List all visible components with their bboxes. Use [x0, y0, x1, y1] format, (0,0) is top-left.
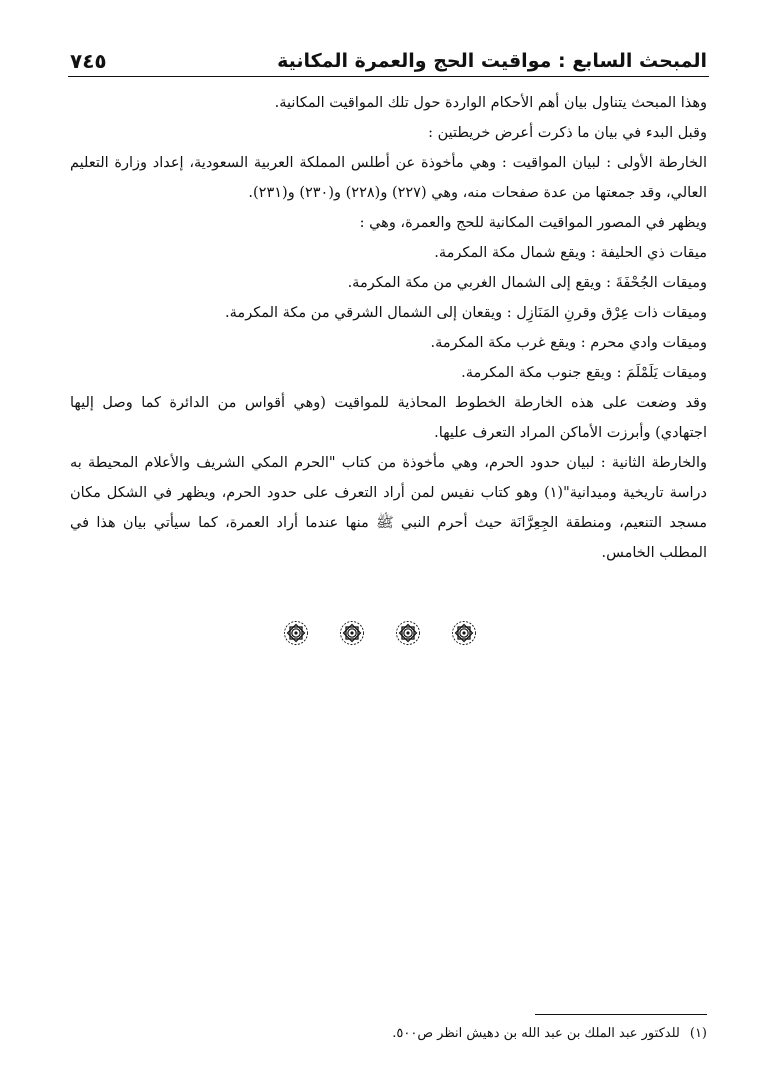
- paragraph-miqat-dhul-hulayfah: ميقات ذي الحليفة : ويقع شمال مكة المكرمة.: [434, 245, 707, 261]
- paragraph-first-map: الخارطة الأولى : لبيان المواقيت : وهي مأخوذة عن أطلس المملكة العربية السعودية، إعداد وزارة التعليم العالي، وقد جمعتها من عدة صفحات منه، وهي (٢٢٧) و(٢٢٨) و(٢٣٠) و(٢٣١).: [70, 155, 707, 201]
- chapter-title: المبحث السابع : مواقيت الحج والعمرة المكانية: [277, 50, 707, 72]
- paragraph-maps-intro: وقبل البدء في بيان ما ذكرت أعرض خريطتين :: [428, 125, 707, 141]
- octagonal-flower-ornament-icon: [395, 620, 421, 646]
- footnote-divider: [535, 1014, 707, 1015]
- paragraph-miqat-juhfah: وميقات الجُحْفَةَ : ويقع إلى الشمال الغربي من مكة المكرمة.: [347, 275, 707, 291]
- page-number: ٧٤٥: [70, 49, 107, 73]
- octagonal-flower-ornament-icon: [339, 620, 365, 646]
- footnote-marker: (١): [689, 1026, 707, 1041]
- octagonal-flower-ornament-icon: [451, 620, 477, 646]
- running-header: [70, 40, 707, 74]
- paragraph-miqat-wadi-muhrim: وميقات وادي محرم : ويقع غرب مكة المكرمة.: [430, 335, 707, 351]
- header-divider: [68, 76, 709, 77]
- paragraph-map-lines: وقد وضعت على هذه الخارطة الخطوط المحاذية للمواقيت (وهي أقواس من الدائرة كما وصل إليها اجتهادي) وأبرزت الأماكن المراد التعرف عليها.: [70, 395, 707, 441]
- paragraph-second-map: والخارطة الثانية : لبيان حدود الحرم، وهي مأخوذة من كتاب "الحرم المكي الشريف والأعلام المحيطة به دراسة تاريخية وميدانية"(١) وهو كتاب نفيس لمن أراد التعرف على حدود الحرم، ويظهر في الشكل مكان مسجد التنعيم، ومنطقة الجِعِرَّانَة حيث أحرم النبي ﷺ منها عندما أراد العمرة، كما سيأتي بيان هذا في المطلب الخامس.: [70, 455, 707, 561]
- paragraph-miqat-yalamlam: وميقات يَلَمْلَمَ : ويقع جنوب مكة المكرمة.: [461, 365, 707, 381]
- paragraph-intro: وهذا المبحث يتناول بيان أهم الأحكام الواردة حول تلك المواقيت المكانية.: [274, 95, 707, 111]
- footnote-text: للدكتور عبد الملك بن عبد الله بن دهيش انظر ص٥٠٠.: [392, 1026, 680, 1041]
- octagonal-flower-ornament-icon: [283, 620, 309, 646]
- paragraph-miqat-dhat-irq: وميقات ذات عِرْق وقرنِ المَنَازِل : ويقعان إلى الشمال الشرقي من مكة المكرمة.: [225, 305, 707, 321]
- footnote: [70, 1023, 707, 1045]
- paragraph-map-shows: ويظهر في المصور المواقيت المكانية للحج والعمرة، وهي :: [359, 215, 707, 231]
- section-end-ornaments: [0, 620, 759, 646]
- main-text: [70, 88, 707, 568]
